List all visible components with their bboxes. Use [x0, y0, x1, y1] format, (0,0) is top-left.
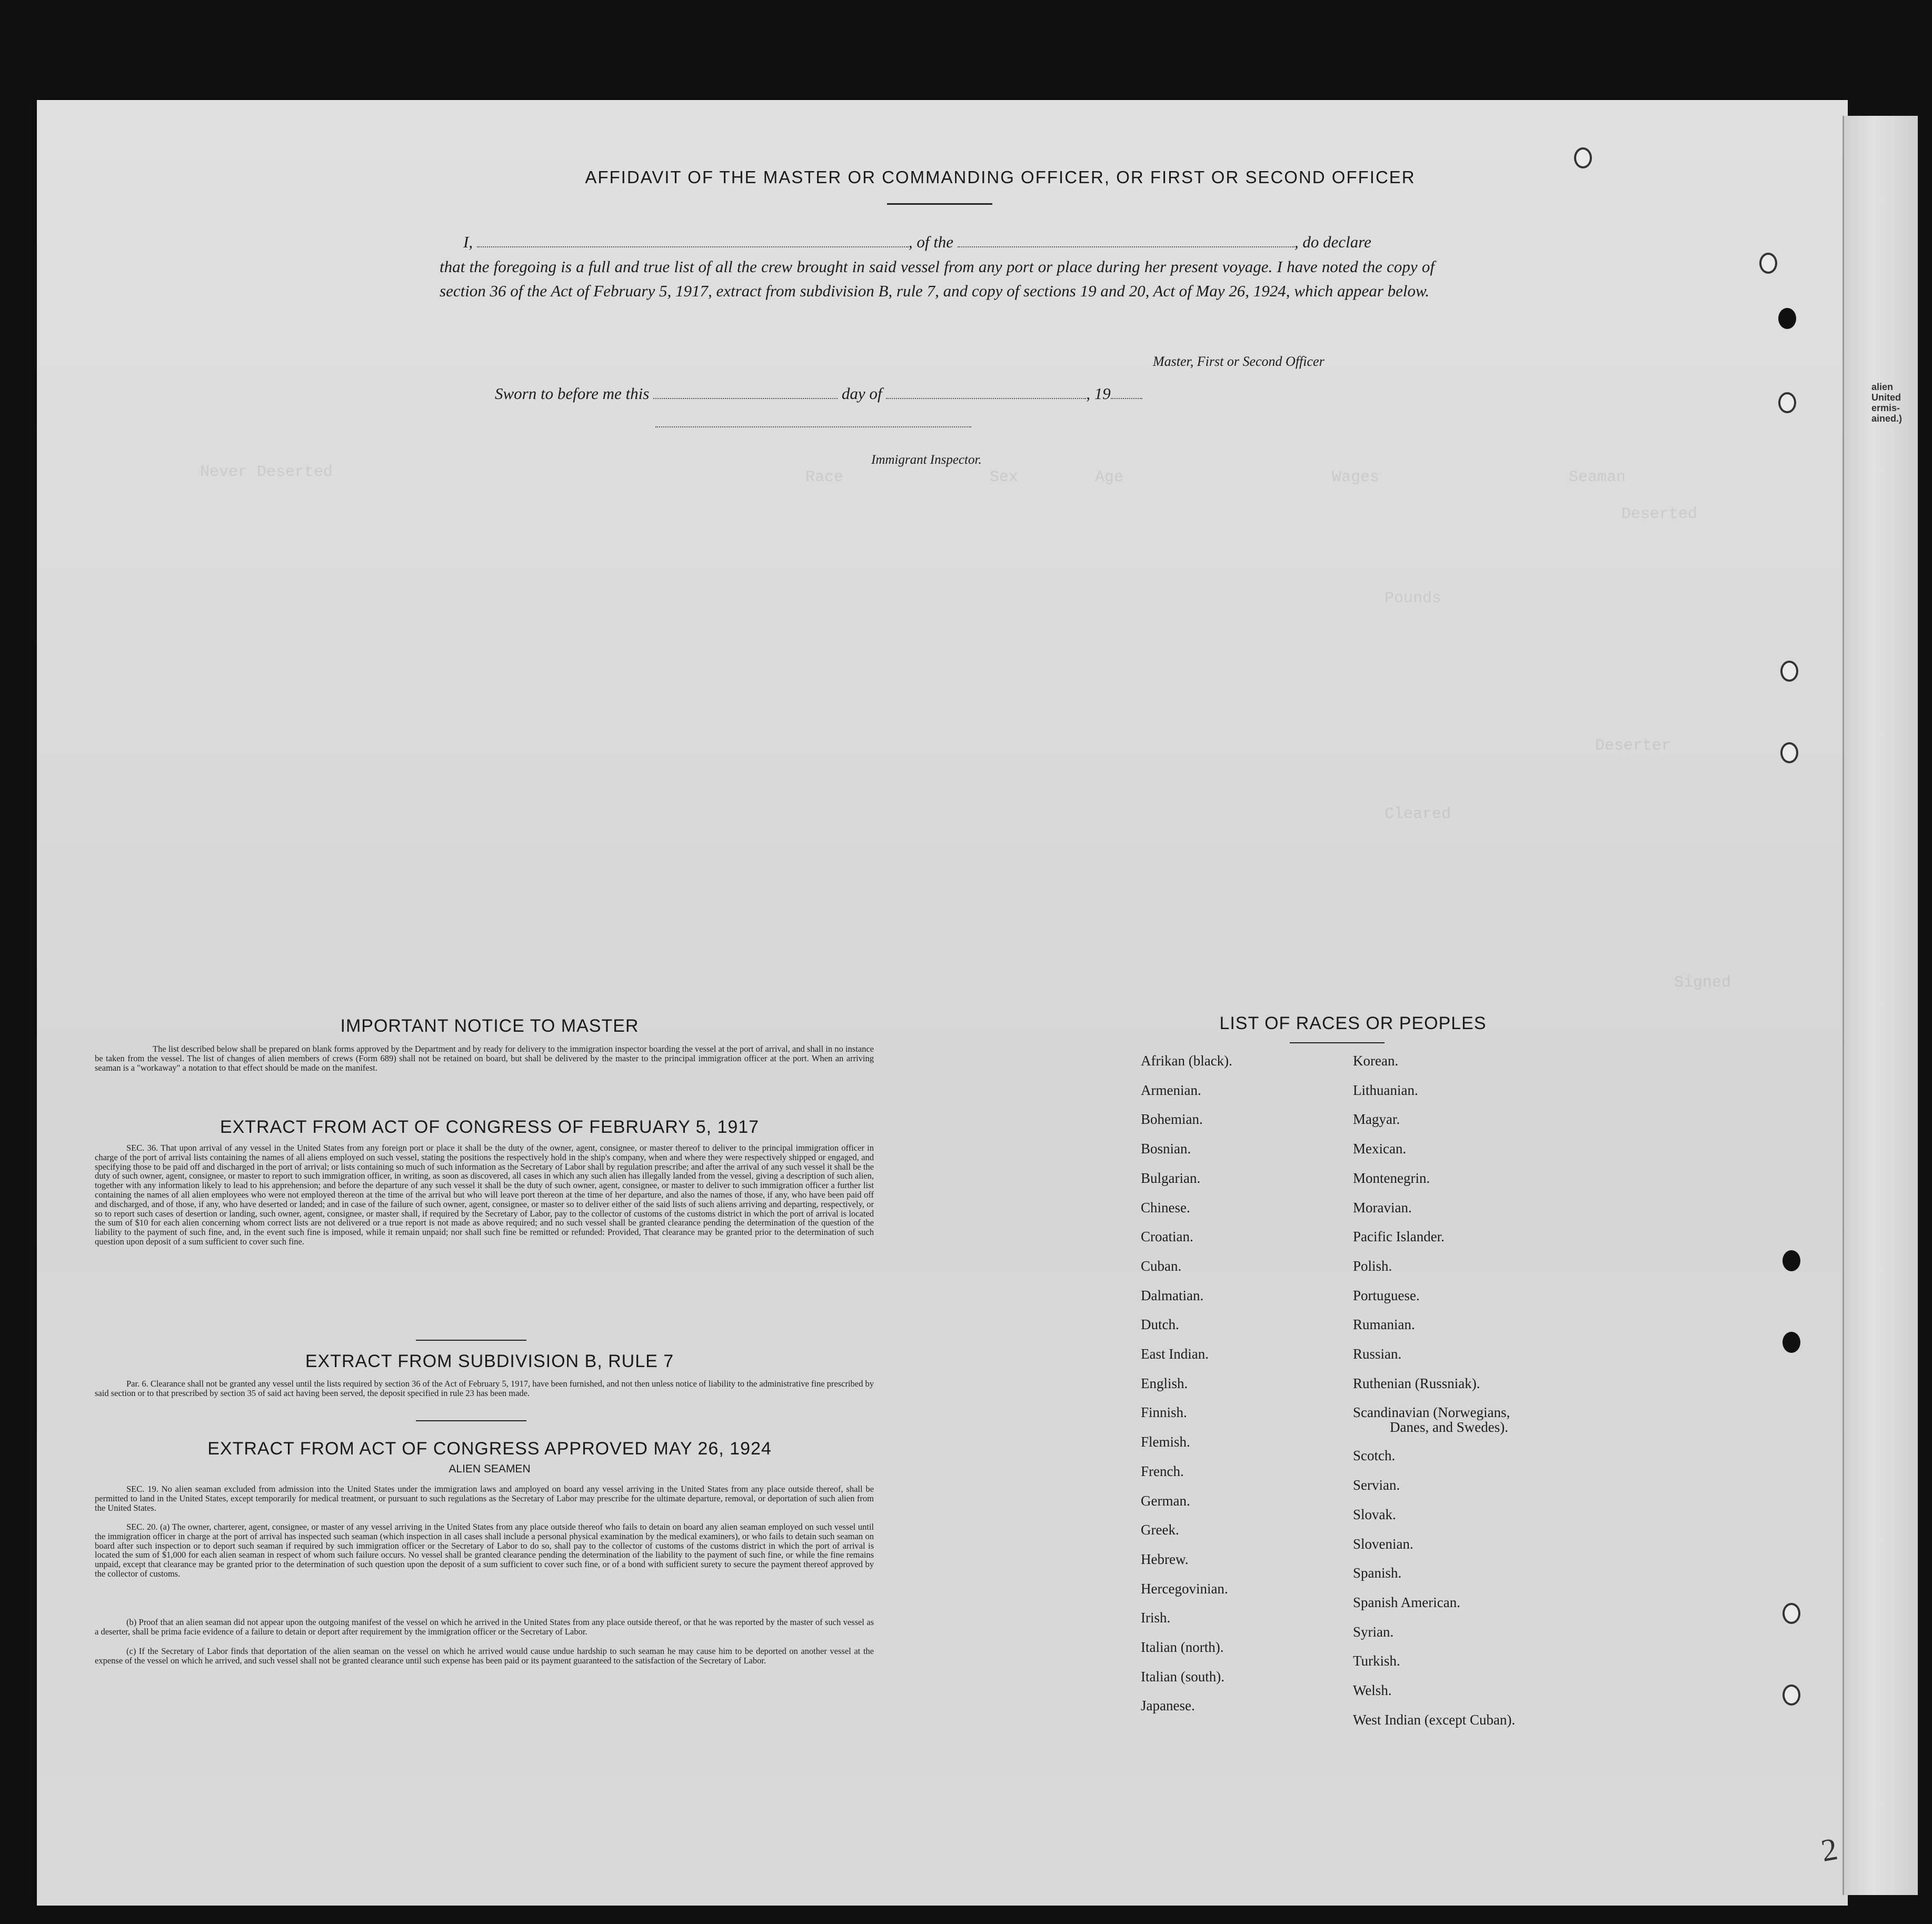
punch-hole [1780, 742, 1798, 763]
race-item: Chinese. [1141, 1199, 1190, 1215]
sworn-day-field[interactable] [653, 398, 838, 399]
race-item: Servian. [1353, 1477, 1400, 1493]
extract-rule7-title: EXTRACT FROM SUBDIVISION B, RULE 7 [305, 1351, 674, 1371]
affidavit-declaration-line [463, 233, 1437, 252]
race-item: Ruthenian (Russniak). [1353, 1375, 1480, 1391]
race-item: Italian (south). [1141, 1668, 1224, 1684]
race-item: German. [1141, 1492, 1190, 1509]
divider [416, 1340, 526, 1341]
race-item: Bohemian. [1141, 1111, 1203, 1128]
of-the-text: , of the [908, 233, 954, 251]
extract-1924-sec20b: (b) Proof that an alien seaman did not appear upon the outgoing manifest of the vessel on which he arrived in the United States from any place outside thereof, or that he was reported by the master of such vessel as a deserter, shall be prima facie evidence of a failure to detain or deport after requirement by the immigration officer or the Secretary of Labor. [95, 1617, 874, 1637]
punch-hole [1778, 308, 1796, 329]
divider [887, 203, 992, 205]
race-item: Danes, and Swedes). [1390, 1419, 1508, 1435]
race-item: French. [1141, 1463, 1184, 1479]
year-prefix: , 19 [1086, 384, 1111, 403]
punch-hole [1759, 253, 1777, 274]
divider [1290, 1042, 1385, 1043]
punch-hole [1782, 1332, 1800, 1353]
race-item: Dutch. [1141, 1317, 1179, 1333]
race-item: Spanish American. [1353, 1594, 1460, 1610]
races-title: LIST OF RACES OR PEOPLES [1219, 1013, 1487, 1033]
punch-hole [1782, 1684, 1800, 1706]
race-item: Moravian. [1353, 1199, 1412, 1215]
declare-text: , do declare [1294, 233, 1371, 251]
margin-strip-text: alien United ermis- ained.) [1871, 382, 1903, 424]
extract-rule7-text: Par. 6. Clearance shall not be granted any vessel until the lists required by section 36 of the Act of February 5, 1917, have been furnished, and not then unless notice of liability to the administrative fine prescribed by said section or to that prescribed by section 35 of said act having been served, the deposit specified in rule 23 has been made. [95, 1379, 874, 1398]
race-item: Armenian. [1141, 1082, 1201, 1098]
extract-1924-sec20c: (c) If the Secretary of Labor finds that deportation of the alien seaman on the vessel on which he arrived would cause undue hardship to such seaman he may cause him to be deported on another vessel at the expense of the vessel on which he arrived, and such vessel shall not be granted clearance until such expense has been paid or its payment guaranteed to the satisfaction of the Secretary of Labor. [95, 1646, 874, 1666]
sworn-prefix: Sworn to before me this [495, 384, 650, 403]
race-item: Scandinavian (Norwegians, [1353, 1404, 1510, 1421]
race-item: Hebrew. [1141, 1551, 1189, 1567]
race-item: Scotch. [1353, 1448, 1396, 1464]
race-item: Slovak. [1353, 1506, 1396, 1522]
race-item: Finnish. [1141, 1404, 1187, 1421]
punch-hole [1780, 661, 1798, 682]
divider [416, 1420, 526, 1421]
race-item: Syrian. [1353, 1623, 1394, 1640]
race-item: Rumanian. [1353, 1317, 1415, 1333]
punch-hole [1782, 1603, 1800, 1624]
race-item: Mexican. [1353, 1141, 1407, 1157]
race-item: Hercegovinian. [1141, 1580, 1228, 1597]
race-item: English. [1141, 1375, 1188, 1391]
extract-1924-title: EXTRACT FROM ACT OF CONGRESS APPROVED MAY 26, 1924 [207, 1439, 772, 1459]
race-item: Portuguese. [1353, 1287, 1420, 1303]
notice-title: IMPORTANT NOTICE TO MASTER [340, 1016, 639, 1036]
race-item: Spanish. [1353, 1565, 1402, 1581]
sworn-month-field[interactable] [886, 398, 1086, 399]
affidavit-body: that the foregoing is a full and true list of all the crew brought in said vessel from any port or place during her present voyage. I have noted the copy of section 36 of the Act of February 5, 1917, extract from subdivision B, rule 7, and copy of sections 19 and 20, Act of May 26, 1924, which appear below. [440, 257, 1435, 300]
race-item: Magyar. [1353, 1111, 1400, 1128]
notice-text: The list described below shall be prepared on blank forms approved by the Department and by ready for delivery to the immigration inspector boarding the vessel at the port of arrival, and shall in no instance be taken from the vessel. The list of changes of alien members of crews (Form 689) shall not be retained on board, but shall be delivered by the master to the principal immigration officer at the port. When an arriving seaman is a "workaway" a notation to that effect should be made on the manifest. [95, 1044, 874, 1073]
sworn-line [495, 384, 1142, 403]
extract-1917-title: EXTRACT FROM ACT OF CONGRESS OF FEBRUARY 5, 1917 [220, 1117, 760, 1137]
race-item: Bulgarian. [1141, 1170, 1201, 1186]
race-item: Dalmatian. [1141, 1287, 1204, 1303]
race-item: Japanese. [1141, 1698, 1195, 1714]
race-item: Russian. [1353, 1346, 1402, 1362]
race-item: Korean. [1353, 1053, 1399, 1069]
extract-1924-sec20a: SEC. 20. (a) The owner, charterer, agent, consignee, or master of any vessel arriving in the United States from any place outside thereof who fails to detain on board any alien seaman employed on such vessel until the immigration officer in charge at the port of arrival has inspected such seaman (which inspection in all cases shall include a personal physical examination by the medical examiners), or who fails to detain such seaman on board after such inspection or to deport such seaman if required by such immigration officer or the Secretary of Labor to do so, shall pay to the collector of customs of the customs district in which the port of arrival is located the sum of $1,000 for each alien seaman in respect of whom such failure occurs. No vessel shall be granted clearance pending the determination of the liability to the payment of such fine, or while the fine remains unpaid, except that clearance may be granted prior to the determination of such question upon the deposit of a sum sufficient to cover such fine, or of a bond with sufficient surety to secure the payment thereof approved by the collector of customs. [95, 1522, 874, 1579]
race-item: West Indian (except Cuban). [1353, 1711, 1516, 1728]
race-item: Montenegrin. [1353, 1170, 1430, 1186]
race-item: Greek. [1141, 1522, 1179, 1538]
declarant-prefix: I, [463, 233, 473, 251]
races-right-column [1353, 1046, 1515, 1734]
race-item: Italian (north). [1141, 1639, 1224, 1656]
race-item: Flemish. [1141, 1434, 1190, 1450]
race-item: Turkish. [1353, 1653, 1400, 1669]
extract-1917-text: SEC. 36. That upon arrival of any vessel in the United States from any foreign port or place it shall be the duty of the owner, agent, consignee, or master thereof to deliver to the principal immigration officer in charge of the port of arrival lists containing the names of all aliens employed on such vessel, stating the positions the respectively hold in the ship's company, when and where they were respectively shipped or engaged, and specifying those to be paid off and discharged in the port of arrival; or lists containing so much of such information as the Secretary of Labor shall by regulation prescribe; and after the arrival of any such vessel it shall be the duty of such owner, agent, consignee, or master to report to such immigration officer, in writing, as soon as discovered, all cases in which any such alien has illegally landed from the vessel, giving a description of such alien, together with any information likely to lead to his apprehension; and before the departure of any such vessel it shall be the duty of such owner, agent, consignee, or master to deliver to such immigration officer a further list containing the names of all alien employees who were not employed thereon at the time of the arrival but who will leave port thereon at the time of her departure, and also the names of those, if any, who have been paid off and discharged, and of those, if any, who have deserted or landed; and in case of the failure of such owner, agent, consignee, or master so to deliver either of the said lists of such aliens arriving and departing, respectively, or so to report such cases of desertion or landing, such owner, agent, consignee, or master shall, if required by the Secretary of Labor, pay to the collector of customs of the customs district in which the port of arrival is located the sum of $10 for each alien concerning whom correct lists are not delivered or a true report is not made as above required; and no such vessel shall be granted clearance pending the determination of the question of the liability to the payment of such fine, and, in the event such fine is imposed, while it remain unpaid; nor shall such fine be remitted or refunded: Provided, That clearance may be granted prior to the determination of such question upon deposit of a sum sufficient to cover such fine. [95, 1143, 874, 1247]
extract-1924-sec19: SEC. 19. No alien seaman excluded from admission into the United States under the immigration laws and amployed on board any vessel arriving in the United States from any place outside thereof, shall be permitted to land in the United States, except temporarily for medical treatment, or pursuant to such regulations as the Secretary of Labor may prescribe for the ultimate departure, removal, or deportation of such alien from the United States. [95, 1484, 874, 1513]
races-left-column [1141, 1046, 1232, 1721]
inspector-caption: Immigrant Inspector. [871, 453, 982, 467]
punch-hole [1574, 147, 1592, 168]
race-item: Lithuanian. [1353, 1082, 1418, 1098]
punch-hole [1778, 392, 1796, 413]
race-item: Afrikan (black). [1141, 1053, 1232, 1069]
race-item: Bosnian. [1141, 1141, 1191, 1157]
race-item: Irish. [1141, 1610, 1171, 1626]
race-item: Croatian. [1141, 1229, 1193, 1245]
punch-hole [1782, 1250, 1800, 1271]
vessel-name-field[interactable] [958, 246, 1294, 247]
race-item: Cuban. [1141, 1258, 1182, 1274]
race-item: Welsh. [1353, 1682, 1392, 1699]
master-signature-caption: Master, First or Second Officer [1153, 354, 1324, 369]
race-item: Polish. [1353, 1258, 1392, 1274]
page-number: 2 [1818, 1831, 1840, 1869]
day-of-text: day of [841, 384, 882, 403]
extract-1924-subtitle: ALIEN SEAMEN [449, 1463, 531, 1475]
race-item: East Indian. [1141, 1346, 1209, 1362]
sworn-year-field[interactable] [1111, 398, 1142, 399]
race-item: Pacific Islander. [1353, 1229, 1445, 1245]
inspector-signature-field[interactable] [655, 426, 971, 427]
race-item: Slovenian. [1353, 1536, 1413, 1552]
affidavit-title: AFFIDAVIT OF THE MASTER OR COMMANDING OFFICER, OR FIRST OR SECOND OFFICER [585, 167, 1416, 187]
declarant-name-field[interactable] [477, 246, 909, 247]
